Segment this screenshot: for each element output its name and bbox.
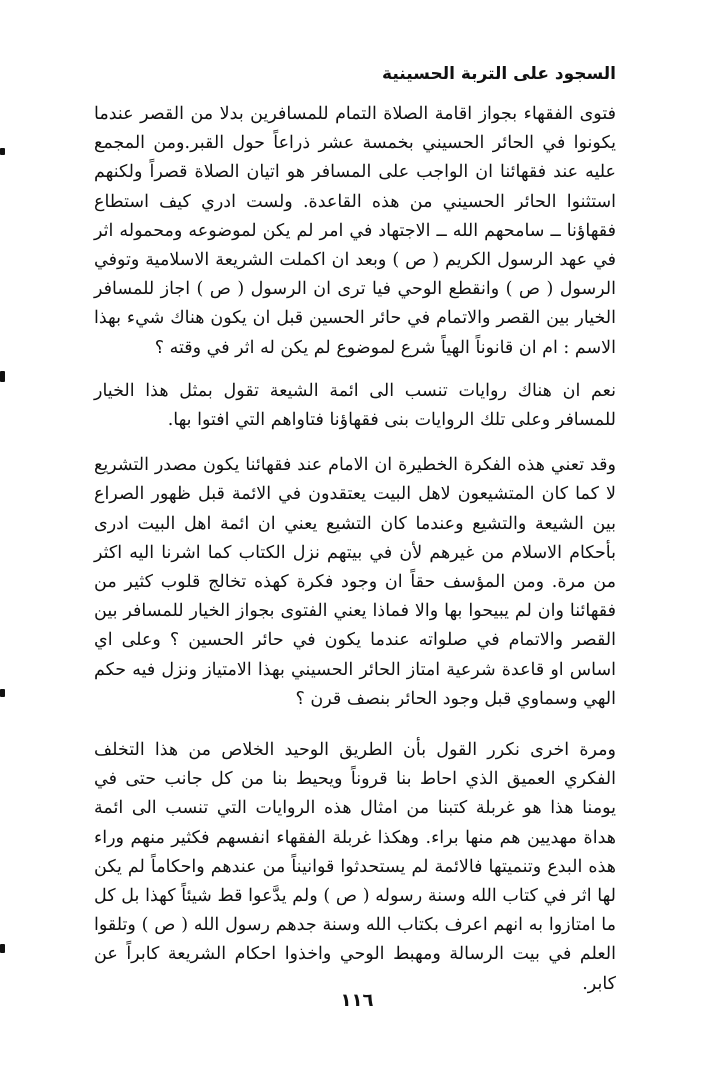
scan-edge-mark	[0, 148, 5, 155]
scan-edge-mark	[0, 689, 5, 697]
page-number: ١١٦	[340, 990, 374, 1011]
running-title: السجود على التربة الحسينية	[382, 64, 616, 84]
paragraph-4: ومرة اخرى نكرر القول بأن الطريق الوحيد الخلاص من هذا التخلف الفكري العميق الذي احاط بنا قروناً ويحيط بنا من كل جانب حتى في يومنا هذا هو غربلة كتبنا من امثال هذه الروايات التي تنسب الى ائمة هداة مهديين هم منها براء. وهكذا غربلة الفقهاء انفسهم فكثير منهم وراء هذه البدع وتنميتها فالائمة لم يستحدثوا قوانيناً من عندهم واحكاماً لم يكن لها اثر في كتاب الله وسنة رسوله ( ص ) ولم يدَّعوا قط شيئاً كهذا بل كل ما امتازوا به انهم اعرف بكتاب الله وسنة جدهم رسول الله ( ص ) وتلقوا العلم في بيت الرسالة ومهبط الوحي واخذوا احكام الشريعة كابراً عن كابر.	[94, 740, 616, 994]
paragraph-1: فتوى الفقهاء بجواز اقامة الصلاة التمام للمسافرين بدلا من القصر عندما يكونوا في الحائر الحسيني بخمسة عشر ذراعاً حول القبر.ومن المجمع عليه عند فقهائنا ان الواجب على المسافر هو اتيان الصلاة قصراً ولكنهم استثنوا الحائر الحسيني من هذه القاعدة. ولست ادري كيف استطاع فقهاؤنا ــ سامحهم الله ــ الاجتهاد في امر لم يكن لموضوعه ومحموله اثر في عهد الرسول الكريم ( ص ) وبعد ان اكملت الشريعة الاسلامية وتوفي الرسول ( ص ) وانقطع الوحي فيا ترى ان الرسول ( ص ) اجاز للمسافر الخيار بين القصر والاتمام في حائر الحسين قبل ان يكون هناك شيء بهذا الاسم : ام ان قانوناً الهياً شرع لموضوع لم يكن له اثر في وقته ؟	[94, 104, 616, 358]
scan-edge-mark	[0, 944, 5, 953]
paragraph-3: وقد تعني هذه الفكرة الخطيرة ان الامام عند فقهائنا يكون مصدر التشريع لا كما كان المتشيعون لاهل البيت يعتقدون في الائمة قبل ظهور الصراع بين الشيعة والتشيع وعندما كان التشيع يعني ان ائمة اهل البيت ادرى بأحكام الاسلام من غيرهم لأن في بيتهم نزل الكتاب كما اشرنا اليه اكثر من مرة. ومن المؤسف حقاً ان وجود فكرة كهذه تخالج قلوب كثير من فقهائنا وان لم يبيحوا بها والا فماذا يعني الفتوى بجواز الخيار للمسافر بين القصر والاتمام في صلواته عندما يكون في حائر الحسين ؟ وعلى اي اساس او قاعدة شرعية امتاز الحائر الحسيني بهذا الامتياز ونزل فيه حكم الهي وسماوي قبل وجود الحائر بنصف قرن ؟	[94, 455, 616, 709]
paragraph-2: نعم ان هناك روايات تنسب الى ائمة الشيعة تقول بمثل هذا الخيار للمسافر وعلى تلك الروايات بنى فقهاؤنا فتاواهم التي افتوا بها.	[94, 380, 616, 431]
body-text	[94, 100, 616, 999]
scan-edge-mark	[0, 371, 5, 382]
